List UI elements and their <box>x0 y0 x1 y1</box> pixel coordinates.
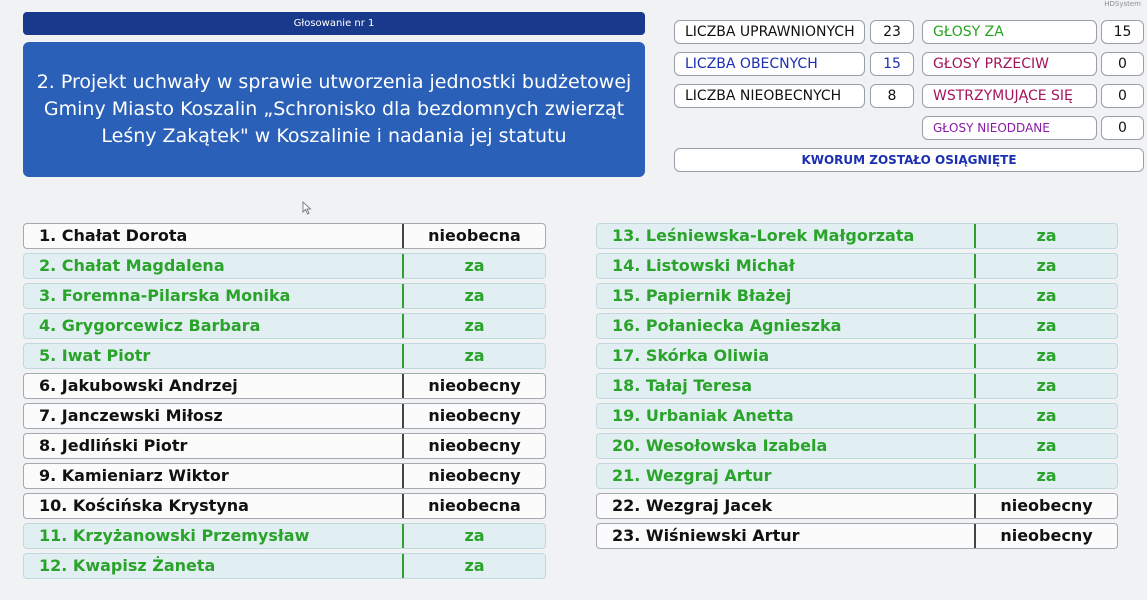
member-row <box>596 403 1118 429</box>
member-row <box>23 223 546 249</box>
member-vote-status: nieobecny <box>402 464 545 488</box>
member-row <box>596 313 1118 339</box>
member-vote-status: nieobecny <box>402 434 545 458</box>
member-vote-status: za <box>974 284 1117 308</box>
votes-for-label: GŁOSY ZA <box>922 20 1097 44</box>
member-vote-status: nieobecna <box>402 494 545 518</box>
member-name: 19. Urbaniak Anetta <box>612 406 794 425</box>
member-row <box>23 493 546 519</box>
member-row <box>596 463 1118 489</box>
member-vote-status: za <box>402 314 545 338</box>
member-name: 11. Krzyżanowski Przemysław <box>39 526 310 545</box>
member-vote-status: za <box>402 554 545 578</box>
member-vote-status: za <box>974 464 1117 488</box>
member-name: 6. Jakubowski Andrzej <box>39 376 238 395</box>
member-vote-status: nieobecny <box>402 404 545 428</box>
member-name: 5. Iwat Piotr <box>39 346 151 365</box>
votes-for-value: 15 <box>1101 20 1144 44</box>
member-row <box>23 553 546 579</box>
resolution-title: 2. Projekt uchwały w sprawie utworzenia jednostki budżetowej Gminy Miasto Koszalin „Schronisko dla bezdomnych zwierząt Leśny Zakątek" w Koszalinie i nadania jej statutu <box>23 42 645 177</box>
not-cast-label: GŁOSY NIEODDANE <box>922 116 1097 140</box>
member-row <box>596 343 1118 369</box>
member-name: 21. Wezgraj Artur <box>612 466 772 485</box>
member-vote-status: za <box>402 284 545 308</box>
member-name: 20. Wesołowska Izabela <box>612 436 828 455</box>
member-vote-status: za <box>402 344 545 368</box>
member-row <box>23 343 546 369</box>
member-row <box>596 283 1118 309</box>
member-vote-status: nieobecny <box>974 524 1117 548</box>
member-name: 4. Grygorcewicz Barbara <box>39 316 261 335</box>
member-vote-status: za <box>974 224 1117 248</box>
member-name: 7. Janczewski Miłosz <box>39 406 223 425</box>
vote-title: Głosowanie nr 1 <box>23 12 645 35</box>
votes-against-value: 0 <box>1101 52 1144 76</box>
member-row <box>596 433 1118 459</box>
present-label: LICZBA OBECNYCH <box>674 52 865 76</box>
member-name: 9. Kamieniarz Wiktor <box>39 466 229 485</box>
member-vote-status: nieobecna <box>402 224 545 248</box>
absent-label: LICZBA NIEOBECNYCH <box>674 84 865 108</box>
absent-value: 8 <box>870 84 914 108</box>
member-row <box>23 313 546 339</box>
member-name: 17. Skórka Oliwia <box>612 346 770 365</box>
member-row <box>23 463 546 489</box>
member-name: 3. Foremna-Pilarska Monika <box>39 286 291 305</box>
member-vote-status: nieobecny <box>402 374 545 398</box>
members-list-right <box>596 223 1118 553</box>
member-name: 23. Wiśniewski Artur <box>612 526 800 545</box>
mouse-cursor-icon <box>302 201 312 215</box>
member-name: 2. Chałat Magdalena <box>39 256 225 275</box>
member-name: 15. Papiernik Błażej <box>612 286 792 305</box>
member-vote-status: za <box>402 524 545 548</box>
member-row <box>596 523 1118 549</box>
brand-label: HDSystem <box>1104 0 1141 8</box>
member-vote-status: nieobecny <box>974 494 1117 518</box>
members-list-left <box>23 223 546 583</box>
member-name: 14. Listowski Michał <box>612 256 795 275</box>
member-name: 12. Kwapisz Żaneta <box>39 556 216 575</box>
member-row <box>23 253 546 279</box>
member-name: 22. Wezgraj Jacek <box>612 496 773 515</box>
eligible-label: LICZBA UPRAWNIONYCH <box>674 20 865 44</box>
quorum-status: KWORUM ZOSTAŁO OSIĄGNIĘTE <box>674 148 1144 172</box>
abstain-label: WSTRZYMUJĄCE SIĘ <box>922 84 1097 108</box>
member-vote-status: za <box>402 254 545 278</box>
eligible-value: 23 <box>870 20 914 44</box>
member-vote-status: za <box>974 404 1117 428</box>
member-vote-status: za <box>974 254 1117 278</box>
member-name: 10. Kościńska Krystyna <box>39 496 249 515</box>
member-row <box>23 523 546 549</box>
member-row <box>596 253 1118 279</box>
member-vote-status: za <box>974 314 1117 338</box>
member-row <box>23 373 546 399</box>
member-row <box>596 373 1118 399</box>
present-value: 15 <box>870 52 914 76</box>
member-name: 1. Chałat Dorota <box>39 226 188 245</box>
votes-against-label: GŁOSY PRZECIW <box>922 52 1097 76</box>
member-row <box>23 433 546 459</box>
not-cast-value: 0 <box>1101 116 1144 140</box>
member-row <box>596 493 1118 519</box>
member-vote-status: za <box>974 344 1117 368</box>
member-vote-status: za <box>974 374 1117 398</box>
member-row <box>23 283 546 309</box>
member-name: 18. Tałaj Teresa <box>612 376 753 395</box>
member-name: 13. Leśniewska-Lorek Małgorzata <box>612 226 915 245</box>
member-name: 8. Jedliński Piotr <box>39 436 188 455</box>
member-name: 16. Połaniecka Agnieszka <box>612 316 842 335</box>
member-vote-status: za <box>974 434 1117 458</box>
member-row <box>23 403 546 429</box>
member-row <box>596 223 1118 249</box>
abstain-value: 0 <box>1101 84 1144 108</box>
